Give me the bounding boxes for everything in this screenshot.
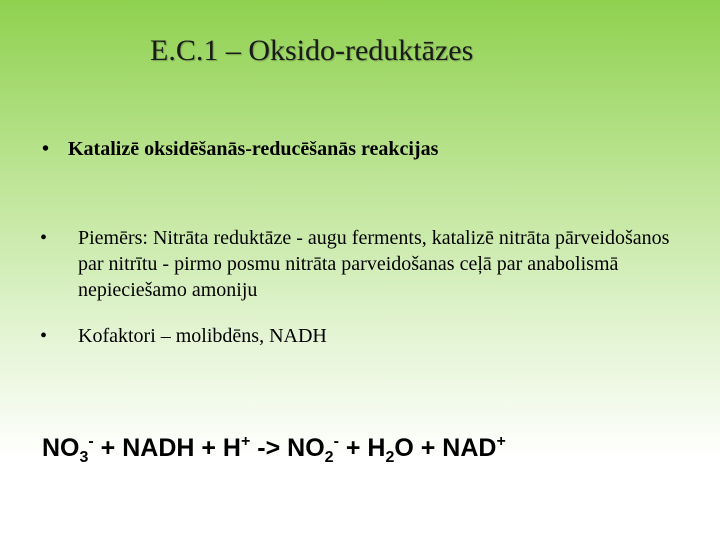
slide-title: E.C.1 – Oksido-reduktāzes xyxy=(150,34,474,67)
equation-part: + NADH + H xyxy=(93,434,241,462)
main-bullet xyxy=(42,138,438,161)
list-item-text: Kofaktori – molibdēns, NADH xyxy=(78,325,327,347)
bullet-marker: • xyxy=(40,325,48,347)
equation-part: NO xyxy=(42,434,80,462)
equation-subscript: 3 xyxy=(79,449,89,466)
equation-subscript: 2 xyxy=(324,449,334,466)
equation-part: O + NAD xyxy=(394,434,497,462)
equation-superscript: + xyxy=(241,433,251,450)
equation-part: + H xyxy=(338,434,386,462)
equation-part: -> NO xyxy=(250,434,325,462)
bullet-marker: • xyxy=(42,138,50,160)
equation-superscript: - xyxy=(333,433,339,450)
reaction-equation xyxy=(42,433,506,467)
list-item-text: Piemērs: Nitrāta reduktāze - augu ferments, katalizē nitrāta pārveidošanos par nitrītu - pirmo posmu nitrāta parveidošanas ceļā par anabolismā nepieciešamo amoniju xyxy=(78,227,670,301)
equation-superscript: - xyxy=(88,433,94,450)
equation-subscript: 2 xyxy=(385,449,395,466)
bullet-marker: • xyxy=(40,227,48,249)
equation-superscript: + xyxy=(496,433,506,450)
main-bullet-text: Katalizē oksidēšanās-reducēšanās reakcijas xyxy=(68,138,439,160)
